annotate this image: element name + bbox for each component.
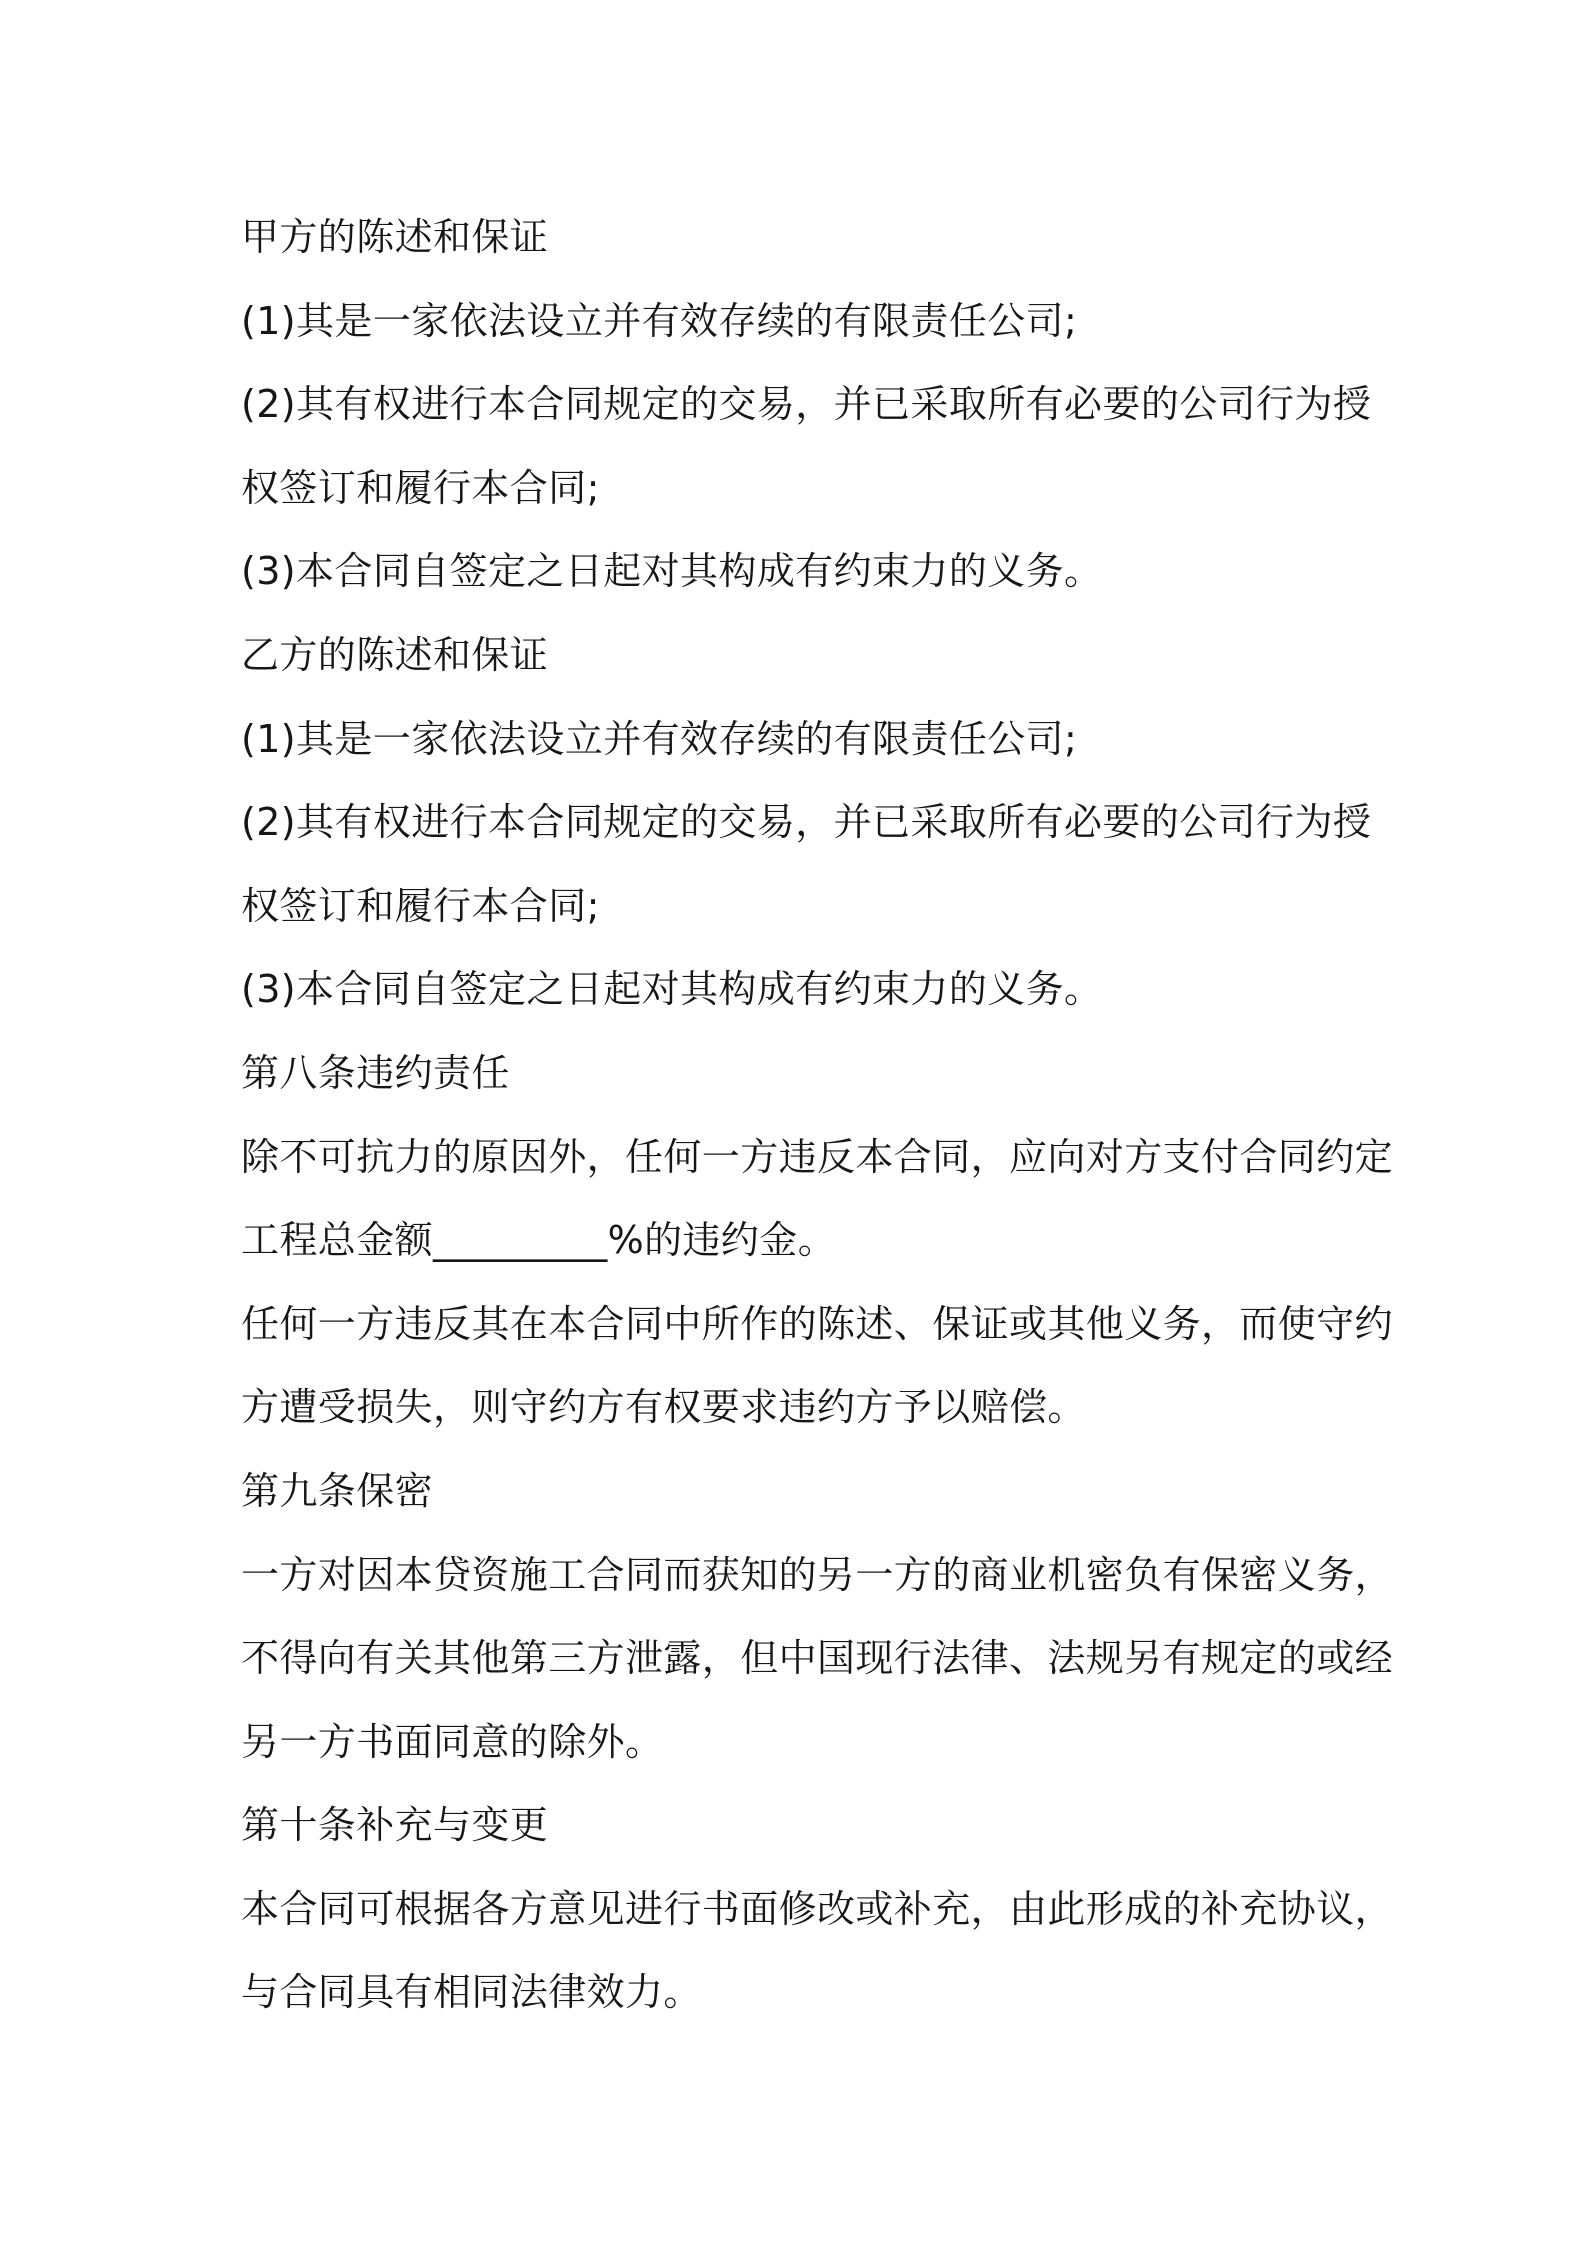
document-body	[241, 196, 1394, 2035]
text-line: 另一方书面同意的除外。	[241, 1719, 664, 1764]
text-line: (3)本合同自签定之日起对其构成有约束力的义务。	[241, 967, 1103, 1012]
section-heading-party-a: 甲方的陈述和保证	[241, 215, 549, 259]
section-heading-party-b: 乙方的陈述和保证	[241, 632, 549, 677]
text-line: 工程总金额_________%的违约金。	[241, 1218, 837, 1263]
text-line: 除不可抗力的原因外，任何一方违反本合同，应向对方支付合同约定	[241, 1134, 1394, 1179]
text-line: (1)其是一家依法设立并有效存续的有限责任公司;	[241, 298, 1078, 343]
text-line: 本合同可根据各方意见进行书面修改或补充，由此形成的补充协议，	[241, 1886, 1394, 1931]
text-line: (2)其有权进行本合同规定的交易，并已采取所有必要的公司行为授	[241, 382, 1372, 427]
text-line: 权签订和履行本合同;	[241, 883, 600, 928]
text-line: 任何一方违反其在本合同中所作的陈述、保证或其他义务，而使守约	[241, 1301, 1394, 1346]
text-line: 方遭受损失，则守约方有权要求违约方予以赔偿。	[241, 1385, 1086, 1430]
text-line: 不得向有关其他第三方泄露，但中国现行法律、法规另有规定的或经	[241, 1636, 1394, 1681]
text-line: (2)其有权进行本合同规定的交易，并已采取所有必要的公司行为授	[241, 800, 1372, 845]
text-line: 权签订和履行本合同;	[241, 465, 600, 510]
text-line: 一方对因本贷资施工合同而获知的另一方的商业机密负有保密义务，	[241, 1552, 1394, 1597]
text-line: 与合同具有相同法律效力。	[241, 1970, 702, 2015]
text-line: (1)其是一家依法设立并有效存续的有限责任公司;	[241, 716, 1078, 761]
article-heading-confidentiality: 第九条保密	[241, 1468, 434, 1513]
text-line: (3)本合同自签定之日起对其构成有约束力的义务。	[241, 549, 1103, 594]
article-heading-liability: 第八条违约责任	[241, 1050, 510, 1095]
article-heading-amendment: 第十条补充与变更	[241, 1803, 549, 1848]
